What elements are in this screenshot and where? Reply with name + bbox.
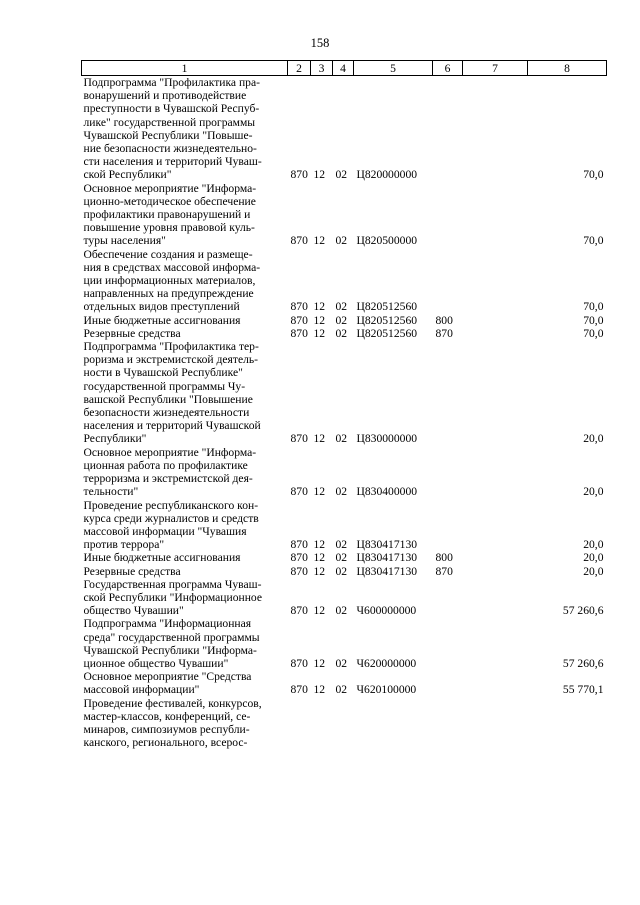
row-name-line: Иные бюджетные ассигнования	[83, 551, 241, 565]
column-header: 7	[463, 61, 528, 76]
amount: 70,0	[583, 300, 604, 314]
subsection-code: 02	[335, 656, 348, 670]
subsection-code: 02	[335, 485, 348, 499]
row-name-line: Резервные средства	[83, 326, 181, 340]
extra-code	[463, 248, 528, 314]
row-name	[82, 446, 288, 499]
section-code: 12	[313, 551, 326, 565]
row-name-line: канского, регионального, всерос-	[83, 736, 248, 750]
subsection-code: 02	[335, 168, 348, 182]
expense-type-code	[433, 340, 463, 446]
row-name-line: профилактики правонарушений и	[83, 208, 251, 222]
row-name-line: Республики"	[83, 432, 147, 446]
target-article-code: Ц820512560	[356, 326, 418, 340]
amount: 57 260,6	[562, 604, 604, 618]
section-code: 12	[313, 656, 326, 670]
table-row	[82, 697, 607, 750]
row-name-line: направленных на предупреждение	[83, 287, 254, 301]
expense-type-code	[433, 578, 463, 618]
target-article-code: Ч620100000	[356, 683, 417, 697]
column-header: 5	[354, 61, 433, 76]
subsection-code: 02	[335, 234, 348, 248]
page-number: 158	[310, 36, 330, 50]
target-article-code: Ц830417130	[356, 551, 418, 565]
row-name-line: Обеспечение создания и размеще-	[83, 247, 253, 261]
amount: 57 260,6	[562, 656, 604, 670]
row-name-line: терроризма и экстремистской дея-	[83, 472, 253, 486]
table-row	[82, 340, 607, 446]
row-name-line: Государственная программа Чуваш-	[83, 577, 262, 591]
expense-type-code	[433, 76, 463, 182]
extra-code	[463, 446, 528, 499]
ministry-code: 870	[290, 168, 308, 182]
row-name-line: массовой информации"	[83, 683, 200, 697]
row-name-line: Подпрограмма "Профилактика пра-	[83, 76, 260, 89]
row-name-line: ния в средствах массовой информа-	[83, 260, 261, 274]
table-header-row	[82, 61, 607, 76]
row-name-line: мастер-классов, конференций, се-	[83, 709, 251, 723]
row-name-line: Иные бюджетные ассигнования	[83, 313, 241, 327]
subsection-code: 02	[335, 326, 348, 340]
section-code: 12	[313, 604, 326, 618]
ministry-code: 870	[290, 300, 308, 314]
table-row	[82, 670, 607, 696]
row-name-line: преступности в Чувашской Респуб-	[83, 102, 260, 116]
extra-code	[463, 565, 528, 578]
row-name	[82, 551, 288, 564]
extra-code	[463, 340, 528, 446]
section-code: 12	[313, 683, 326, 697]
extra-code	[463, 327, 528, 340]
row-name-line: вонарушений и противодействие	[83, 89, 247, 103]
row-name-line: Проведение фестивалей, конкурсов,	[83, 696, 262, 710]
column-header: 4	[333, 61, 354, 76]
row-name-line: населения и территорий Чувашской	[83, 419, 261, 433]
row-name-line: ции информационных материалов,	[83, 274, 256, 288]
target-article-code: Ц830400000	[356, 485, 418, 499]
section-code: 12	[313, 234, 326, 248]
row-name-line: Проведение республиканского кон-	[83, 498, 259, 512]
row-name-line: ской Республики "Информационное	[83, 590, 262, 604]
target-article-code: Ц830417130	[356, 564, 418, 578]
extra-code	[463, 499, 528, 552]
ministry-code: 870	[290, 604, 308, 618]
row-name-line: минаров, симпозиумов республи-	[83, 722, 250, 736]
row-name-line: вашской Республики "Повышение	[83, 392, 253, 406]
extra-code	[463, 697, 528, 750]
expense-type-code	[433, 446, 463, 499]
target-article-code: Ч620000000	[356, 656, 417, 670]
table-body	[82, 76, 607, 750]
expense-type-code	[433, 697, 463, 750]
target-article-code: Ц820500000	[356, 234, 418, 248]
expense-type-code	[433, 499, 463, 552]
row-name	[82, 578, 288, 618]
row-name-line: государственной программы Чу-	[83, 379, 246, 393]
column-header: 6	[433, 61, 463, 76]
expense-type-code	[433, 670, 463, 696]
row-name	[82, 499, 288, 552]
ministry-code: 870	[290, 313, 308, 327]
row-name-line: тельности"	[83, 485, 139, 499]
row-name	[82, 565, 288, 578]
table-row	[82, 578, 607, 618]
target-article-code: Ц830000000	[356, 432, 418, 446]
row-name-line: ние безопасности жизнедеятельно-	[83, 142, 257, 156]
column-header: 8	[528, 61, 607, 76]
row-name-line: ности в Чувашской Республике"	[83, 366, 243, 380]
expense-type-code: 870	[435, 326, 453, 340]
row-name	[82, 248, 288, 314]
target-article-code	[354, 697, 433, 750]
section-code: 12	[313, 300, 326, 314]
row-name-line: Чувашской Республики "Информа-	[83, 643, 257, 657]
amount: 70,0	[583, 234, 604, 248]
row-name-line: среда" государственной программы	[83, 630, 260, 644]
row-name	[82, 182, 288, 248]
ministry-code: 870	[290, 432, 308, 446]
row-name-line: против террора"	[83, 538, 165, 552]
row-name	[82, 327, 288, 340]
ministry-code: 870	[290, 551, 308, 565]
row-name-line: повышение уровня правовой куль-	[83, 221, 255, 235]
subsection-code: 02	[335, 604, 348, 618]
section-code: 12	[313, 326, 326, 340]
ministry-code: 870	[290, 485, 308, 499]
row-name-line: ционно-методическое обеспечение	[83, 194, 256, 208]
row-name-line: Чувашской Республики "Повыше-	[83, 128, 253, 142]
row-name	[82, 340, 288, 446]
subsection-code: 02	[335, 300, 348, 314]
subsection-code: 02	[335, 432, 348, 446]
expense-type-code	[433, 248, 463, 314]
row-name	[82, 76, 288, 182]
table-row	[82, 499, 607, 552]
extra-code	[463, 578, 528, 618]
extra-code	[463, 76, 528, 182]
row-name-line: Подпрограмма "Профилактика тер-	[83, 340, 259, 354]
budget-table	[81, 60, 607, 749]
ministry-code: 870	[290, 326, 308, 340]
row-name	[82, 670, 288, 696]
row-name-line: курса среди журналистов и средств	[83, 511, 259, 525]
row-name-line: Основное мероприятие "Информа-	[83, 445, 257, 459]
column-header: 1	[82, 61, 288, 76]
extra-code	[463, 314, 528, 327]
row-name-line: Резервные средства	[83, 564, 181, 578]
extra-code	[463, 617, 528, 670]
subsection-code: 02	[335, 683, 348, 697]
target-article-code: Ч600000000	[356, 604, 417, 618]
column-header: 3	[311, 61, 333, 76]
subsection-code: 02	[335, 313, 348, 327]
ministry-code: 870	[290, 538, 308, 552]
ministry-code: 870	[290, 564, 308, 578]
subsection-code: 02	[335, 564, 348, 578]
row-name	[82, 697, 288, 750]
ministry-code: 870	[290, 234, 308, 248]
section-code: 12	[313, 313, 326, 327]
row-name-line: общество Чувашии"	[83, 604, 184, 618]
extra-code	[463, 182, 528, 248]
column-header: 2	[288, 61, 311, 76]
table-row	[82, 182, 607, 248]
row-name-line: сти населения и территорий Чуваш-	[83, 155, 262, 169]
expense-type-code: 800	[435, 313, 453, 327]
amount	[528, 697, 607, 750]
table-row	[82, 446, 607, 499]
table-row	[82, 551, 607, 564]
target-article-code: Ц820000000	[356, 168, 418, 182]
ministry-code	[288, 697, 311, 750]
target-article-code: Ц820512560	[356, 300, 418, 314]
row-name	[82, 314, 288, 327]
subsection-code: 02	[335, 538, 348, 552]
row-name-line: лике" государственной программы	[83, 115, 256, 129]
section-code: 12	[313, 168, 326, 182]
extra-code	[463, 670, 528, 696]
amount: 70,0	[583, 326, 604, 340]
amount: 20,0	[583, 432, 604, 446]
target-article-code: Ц830417130	[356, 538, 418, 552]
row-name-line: роризма и экстремистской деятель-	[83, 353, 259, 367]
section-code	[311, 697, 333, 750]
extra-code	[463, 551, 528, 564]
subsection-code: 02	[335, 551, 348, 565]
ministry-code: 870	[290, 683, 308, 697]
amount: 70,0	[583, 313, 604, 327]
row-name	[82, 617, 288, 670]
section-code: 12	[313, 538, 326, 552]
target-article-code: Ц820512560	[356, 313, 418, 327]
amount: 70,0	[583, 168, 604, 182]
table-row	[82, 327, 607, 340]
expense-type-code: 870	[435, 564, 453, 578]
table-row	[82, 314, 607, 327]
amount: 20,0	[583, 538, 604, 552]
subsection-code	[333, 697, 354, 750]
ministry-code: 870	[290, 656, 308, 670]
row-name-line: Основное мероприятие "Средства	[83, 670, 252, 684]
row-name-line: отдельных видов преступлений	[83, 300, 240, 314]
row-name-line: ционная работа по профилактике	[83, 458, 248, 472]
row-name-line: Основное мероприятие "Информа-	[83, 181, 257, 195]
table-row	[82, 617, 607, 670]
row-name-line: туры населения"	[83, 234, 166, 248]
row-name-line: Подпрограмма "Информационная	[83, 617, 252, 631]
row-name-line: массовой информации "Чувашия	[83, 524, 247, 538]
row-name-line: безопасности жизнедеятельности	[83, 406, 250, 420]
row-name-line: ционное общество Чувашии"	[83, 656, 229, 670]
table-row	[82, 76, 607, 182]
expense-type-code	[433, 617, 463, 670]
expense-type-code: 800	[435, 551, 453, 565]
amount: 55 770,1	[562, 683, 604, 697]
expense-type-code	[433, 182, 463, 248]
table-row	[82, 565, 607, 578]
section-code: 12	[313, 485, 326, 499]
section-code: 12	[313, 564, 326, 578]
amount: 20,0	[583, 564, 604, 578]
table-row	[82, 248, 607, 314]
section-code: 12	[313, 432, 326, 446]
row-name-line: ской Республики"	[83, 168, 172, 182]
amount: 20,0	[583, 551, 604, 565]
amount: 20,0	[583, 485, 604, 499]
